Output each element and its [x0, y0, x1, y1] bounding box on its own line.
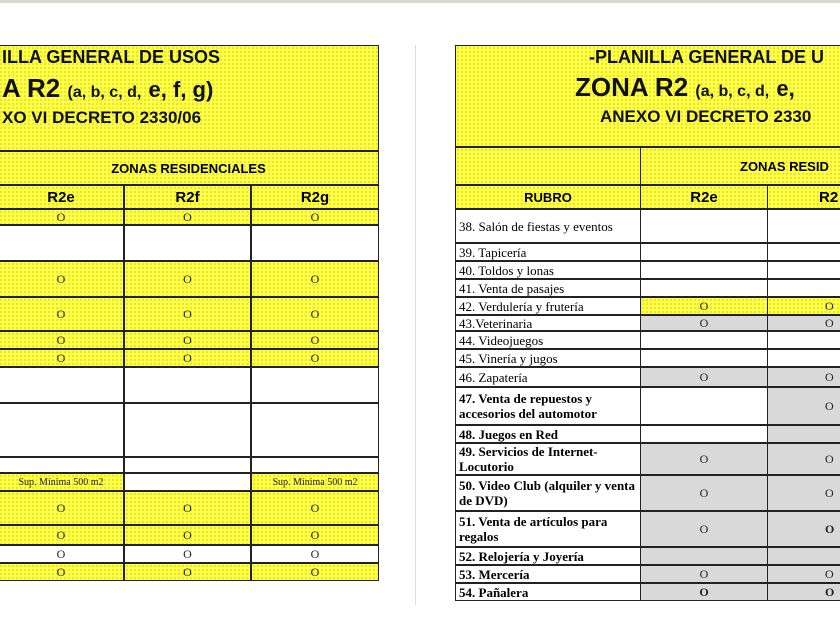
left-title: ILLA GENERAL DE USOS — [2, 47, 221, 67]
right-cell — [767, 261, 840, 279]
left-cell: O — [0, 545, 124, 563]
left-zona-heading — [2, 73, 213, 104]
left-sup-minima: Sup. Mínima 500 m2 — [251, 473, 379, 491]
rubro-row-38: 38. Salón de fiestas y eventos — [455, 209, 641, 243]
left-anexo: XO VI DECRETO 2330/06 — [2, 108, 202, 127]
left-cell: O — [0, 297, 124, 331]
left-cell: O — [251, 261, 379, 297]
rubro-row-41: 41. Venta de pasajes — [455, 279, 641, 297]
right-cell: O — [640, 565, 768, 583]
left-cell — [251, 367, 379, 403]
top-edge — [0, 0, 840, 3]
left-cell: O — [124, 209, 251, 225]
right-col-r2e: R2e — [640, 185, 768, 209]
right-title: -PLANILLA GENERAL DE U — [589, 47, 825, 67]
right-cell — [767, 279, 840, 297]
left-cell: O — [124, 261, 251, 297]
right-cell: O — [640, 367, 768, 387]
left-cell: O — [0, 491, 124, 525]
left-cell: O — [124, 331, 251, 349]
left-col-r2g: R2g — [251, 185, 379, 209]
right-cell — [640, 387, 768, 425]
rubro-row-52: 52. Relojería y Joyería — [455, 547, 641, 565]
left-cell: O — [251, 331, 379, 349]
right-cell — [640, 547, 768, 565]
right-cell: O — [640, 583, 768, 601]
left-cell: O — [124, 491, 251, 525]
right-cell — [640, 349, 768, 367]
right-zona-code: ZONA R2 — [575, 72, 689, 102]
right-cell: O — [767, 387, 840, 425]
right-cell: O — [767, 315, 840, 331]
right-cell: O — [767, 511, 840, 547]
left-cell: O — [0, 331, 124, 349]
right-zonas-header: ZONAS RESID — [640, 147, 840, 185]
right-zona-subtypes: (a, b, c, d, — [695, 83, 770, 100]
left-cell: O — [0, 525, 124, 545]
rubro-row-42: 42. Verdulería y frutería — [455, 297, 641, 315]
right-cell: O — [767, 367, 840, 387]
right-cell — [767, 331, 840, 349]
right-cell — [767, 349, 840, 367]
left-zona-efg: e, f, g) — [148, 77, 214, 102]
left-cell: O — [124, 297, 251, 331]
left-cell: O — [0, 349, 124, 367]
left-cell: O — [0, 261, 124, 297]
rubro-row-54: 54. Pañalera — [455, 583, 641, 601]
rubro-row-39: 39. Tapicería — [455, 243, 641, 261]
left-zonas-header: ZONAS RESIDENCIALES — [0, 151, 379, 185]
left-cell: O — [124, 545, 251, 563]
right-cell — [767, 425, 840, 443]
right-cell: O — [640, 297, 768, 315]
right-cell — [640, 279, 768, 297]
right-cell — [767, 243, 840, 261]
right-cell — [767, 547, 840, 565]
left-cell: O — [124, 525, 251, 545]
left-zona-code: A R2 — [2, 73, 61, 103]
right-col-rubro: RUBRO — [455, 185, 641, 209]
left-cell — [0, 367, 124, 403]
left-col-r2f: R2f — [124, 185, 251, 209]
left-zona-subtypes: (a, b, c, d, — [67, 84, 142, 101]
right-cell: O — [640, 315, 768, 331]
right-col-r2f: R2 — [767, 185, 840, 209]
right-cell: O — [767, 583, 840, 601]
rubro-row-40: 40. Toldos y lonas — [455, 261, 641, 279]
right-cell — [640, 209, 768, 243]
left-cell — [251, 225, 379, 261]
left-cell: O — [251, 349, 379, 367]
left-cell: O — [251, 297, 379, 331]
right-cell: O — [767, 297, 840, 315]
left-cell — [124, 473, 251, 491]
right-cell: O — [767, 475, 840, 511]
left-cell: O — [251, 545, 379, 563]
left-cell: O — [251, 563, 379, 581]
left-cell: O — [251, 525, 379, 545]
left-cell — [251, 403, 379, 457]
left-cell: O — [251, 491, 379, 525]
right-cell — [640, 425, 768, 443]
left-cell — [124, 367, 251, 403]
right-cell — [640, 331, 768, 349]
right-rubro-spacer — [455, 147, 641, 185]
left-cell — [124, 225, 251, 261]
left-cell: O — [124, 563, 251, 581]
rubro-row-47: 47. Venta de repuestos y accesorios del automotor — [455, 387, 641, 425]
left-cell — [0, 403, 124, 457]
left-col-r2e: R2e — [0, 185, 124, 209]
left-cell: O — [251, 209, 379, 225]
rubro-row-51: 51. Venta de artículos para regalos — [455, 511, 641, 547]
right-cell: O — [640, 475, 768, 511]
right-zona-heading — [575, 72, 795, 103]
left-cell — [251, 457, 379, 473]
rubro-row-50: 50. Video Club (alquiler y venta de DVD) — [455, 475, 641, 511]
right-zona-e: e, — [776, 76, 795, 101]
page-divider — [415, 45, 416, 605]
left-cell — [0, 225, 124, 261]
left-cell — [0, 457, 124, 473]
left-cell: O — [0, 209, 124, 225]
rubro-row-48: 48. Juegos en Red — [455, 425, 641, 443]
rubro-row-45: 45. Vinería y jugos — [455, 349, 641, 367]
right-cell: O — [767, 565, 840, 583]
right-cell: O — [640, 511, 768, 547]
left-cell — [124, 403, 251, 457]
right-anexo: ANEXO VI DECRETO 2330 — [600, 107, 812, 126]
left-cell — [124, 457, 251, 473]
rubro-row-44: 44. Videojuegos — [455, 331, 641, 349]
right-cell — [640, 243, 768, 261]
rubro-row-53: 53. Mercería — [455, 565, 641, 583]
right-cell — [767, 209, 840, 243]
right-cell — [640, 261, 768, 279]
rubro-row-43: 43.Veterinaria — [455, 315, 641, 331]
right-cell: O — [640, 443, 768, 475]
right-cell: O — [767, 443, 840, 475]
left-cell: O — [0, 563, 124, 581]
left-sup-minima: Sup. Mínima 500 m2 — [0, 473, 124, 491]
rubro-row-46: 46. Zapatería — [455, 367, 641, 387]
left-cell: O — [124, 349, 251, 367]
rubro-row-49: 49. Servicios de Internet-Locutorio — [455, 443, 641, 475]
